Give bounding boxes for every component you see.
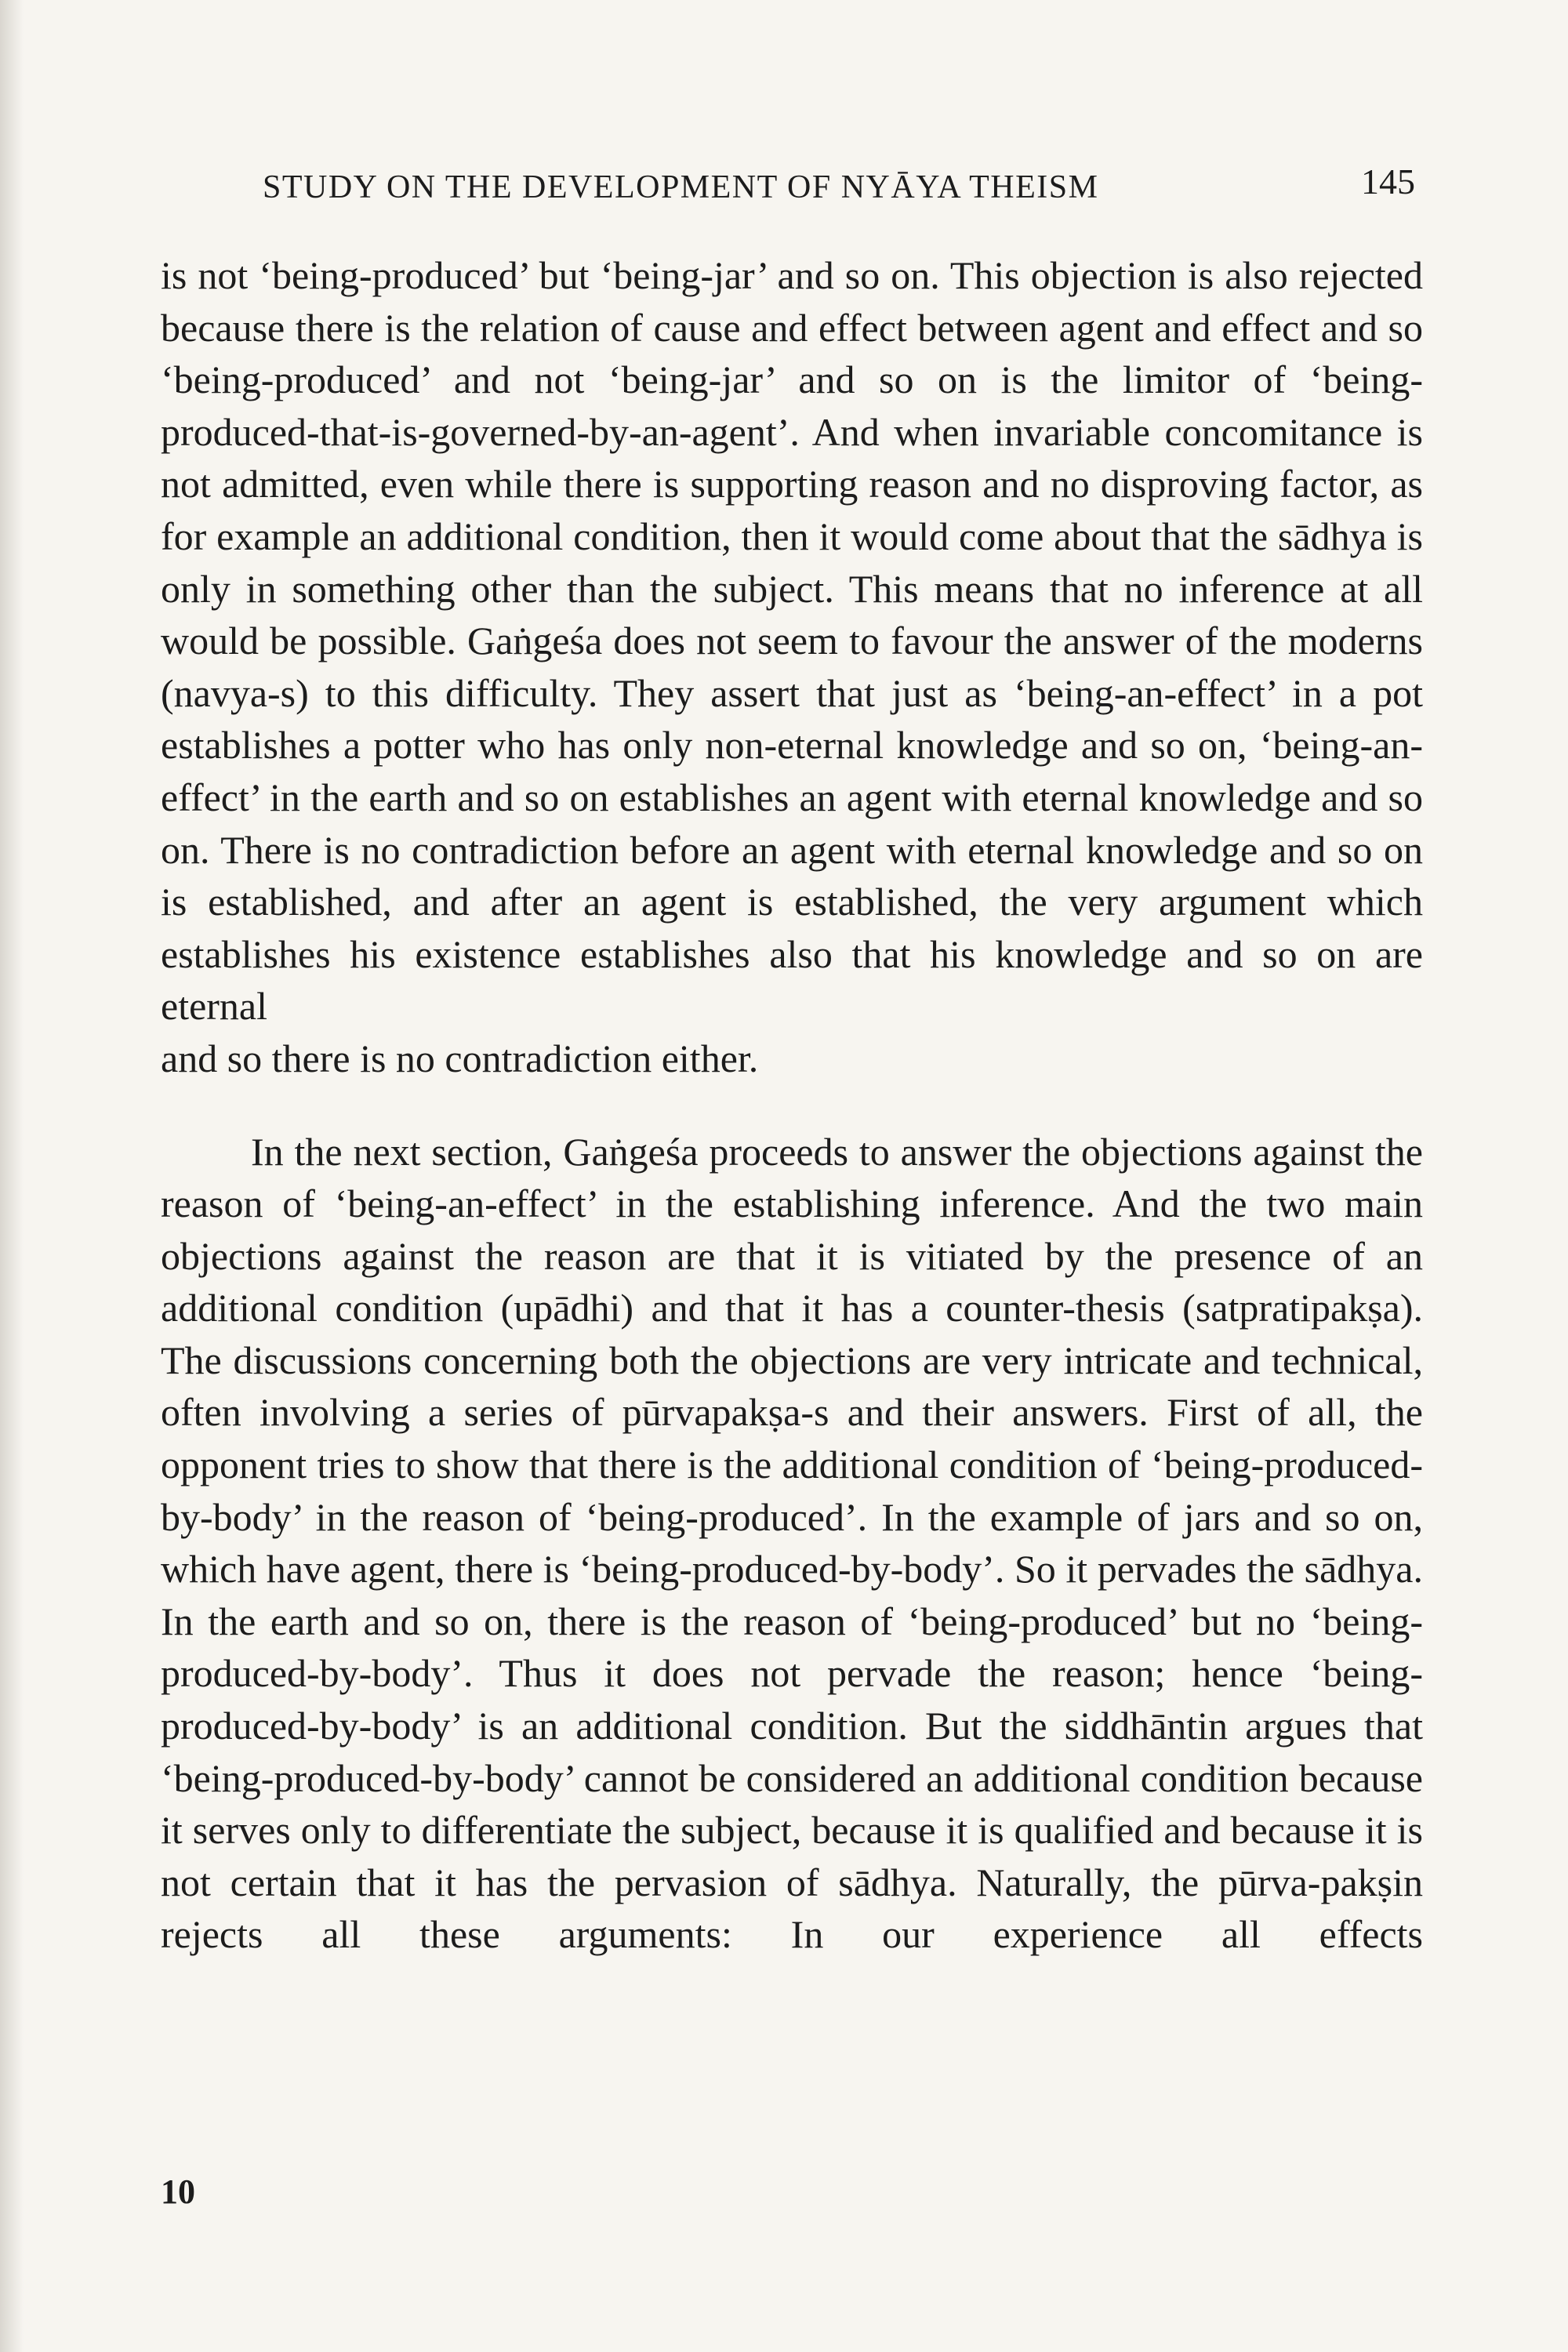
signature-mark: 10	[161, 2172, 195, 2211]
body-text	[161, 249, 1423, 1961]
page-edge-shadow	[0, 0, 24, 2352]
paragraph-1-last-line: and so there is no contradiction either.	[161, 1036, 759, 1080]
paragraph-2-text: In the next section, Gaṅgeśa proceeds to answer the objections against the reason of ‘being-an-effect’ in the establishing inference. And the two main objections against the reason are that it is vitiated by the presence of an additional condition (upādhi) and that it has a counter-thesis (satpratipakṣa). The discussions concerning both the objections are very intricate and technical, often involving a series of pūrvapakṣa-s and their answers. First of all, the opponent tries to show that there is the additional condition of ‘being-produced-by-body’ in the reason of ‘being-produced’. In the example of jars and so on, which have agent, there is ‘being-produced-by-body’. So it pervades the sādhya. In the earth and so on, there is the reason of ‘being-produced’ but no ‘being-produced-by-body’. Thus it does not pervade the reason; hence ‘being-produced-by-body’ is an additional condition. But the siddhāntin argues that ‘being-produced-by-body’ cannot be considered an additional condition because it serves only to differentiate the subject, because it is qualified and because it is not certain that it has the pervasion of sādhya. Naturally, the pūrva-pakṣin rejects all these arguments: In our experience all effects	[161, 1129, 1423, 1957]
paragraph-2	[161, 1126, 1423, 1962]
page-number: 145	[1361, 162, 1415, 201]
running-title: STUDY ON THE DEVELOPMENT OF NYĀYA THEISM	[263, 169, 1099, 205]
page-header	[263, 161, 1415, 216]
paragraph-1	[161, 249, 1423, 1085]
paragraph-1-text: is not ‘being-produced’ but ‘being-jar’ and so on. This objection is also rejected because there is the relation of cause and effect between agent and effect and so ‘being-produced’ and not ‘being-jar’ and so on is the limitor of ‘being-produced-that-is-governed-by-an-agent’. And when invariable concomitance is not admitted, even while there is supporting reason and no disproving factor, as for example an additional condition, then it would come about that the sādhya is only in something other than the subject. This means that no inference at all would be possible. Gaṅgeśa does not seem to favour the answer of the moderns (navya-s) to this difficulty. They assert that just as ‘being-an-effect’ in a pot establishes a potter who has only non-eternal knowledge and so on, ‘being-an-effect’ in the earth and so on establishes an agent with eternal knowledge and so on. There is no contradiction before an agent with eternal knowledge and so on is established, and after an agent is established, the very argument which establishes his existence establishes also that his knowledge and so on are eternal	[161, 253, 1423, 1029]
